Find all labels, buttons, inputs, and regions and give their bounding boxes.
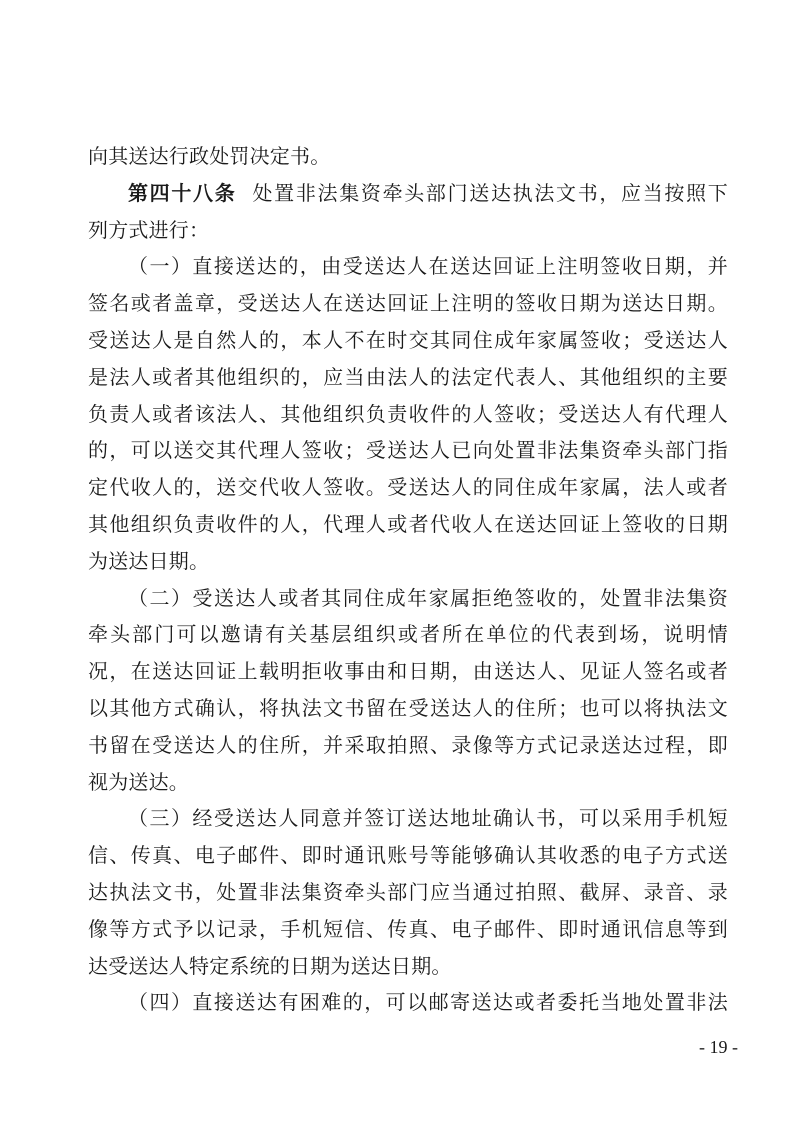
- text-line: 达受送达人特定系统的日期为送达日期。: [88, 953, 452, 978]
- text-line: 向其送达行政处罚决定书。: [88, 144, 331, 168]
- paragraph-2-first-line: （二）受送达人或者其同住成年家属拒绝签收的，处置非法集资: [128, 585, 728, 610]
- document-body: [88, 138, 728, 1021]
- paragraph-1-first-line: （一）直接送达的，由受送达人在送达回证上注明签收日期，并: [128, 254, 728, 279]
- paragraph-3-first-line: （三）经受送达人同意并签订送达地址确认书，可以采用手机短: [128, 806, 728, 831]
- article-number: 第四十八条: [128, 180, 237, 205]
- text-line: 为送达日期。: [88, 548, 210, 573]
- text-line: 定代收人的，送交代收人签收。受送达人的同住成年家属，法人或者: [88, 475, 728, 500]
- article-text: 处置非法集资牵头部门送达执法文书，应当按照下: [252, 180, 728, 205]
- text-line: 信、传真、电子邮件、即时通讯账号等能够确认其收悉的电子方式送: [88, 843, 728, 868]
- text-line: 受送达人是自然人的，本人不在时交其同住成年家属签收；受送达人: [88, 327, 728, 352]
- text-line: 列方式进行：: [88, 217, 210, 242]
- text-line: 签名或者盖章，受送达人在送达回证上注明的签收日期为送达日期。: [88, 291, 728, 316]
- text-line: 视为送达。: [88, 769, 189, 794]
- text-line: 达执法文书，处置非法集资牵头部门应当通过拍照、截屏、录音、录: [88, 879, 728, 904]
- page-number: - 19 -: [699, 1037, 738, 1057]
- text-line: 牵头部门可以邀请有关基层组织或者所在单位的代表到场，说明情: [88, 622, 728, 647]
- text-line: 是法人或者其他组织的，应当由法人的法定代表人、其他组织的主要: [88, 364, 728, 389]
- text-line: 像等方式予以记录，手机短信、传真、电子邮件、即时通讯信息等到: [88, 916, 728, 941]
- paragraph-4-first-line: （四）直接送达有困难的，可以邮寄送达或者委托当地处置非法: [128, 990, 728, 1015]
- text-line: 其他组织负责收件的人，代理人或者代收人在送达回证上签收的日期: [88, 511, 728, 536]
- text-line: 的，可以送交其代理人签收；受送达人已向处置非法集资牵头部门指: [88, 438, 728, 463]
- text-line: 以其他方式确认，将执法文书留在受送达人的住所；也可以将执法文: [88, 695, 728, 720]
- article-48-heading-line: [88, 175, 728, 212]
- text-line: 书留在受送达人的住所，并采取拍照、录像等方式记录送达过程，即: [88, 732, 728, 757]
- text-line: 负责人或者该法人、其他组织负责收件的人签收；受送达人有代理人: [88, 401, 728, 426]
- text-line: 况，在送达回证上载明拒收事由和日期，由送达人、见证人签名或者: [88, 659, 728, 684]
